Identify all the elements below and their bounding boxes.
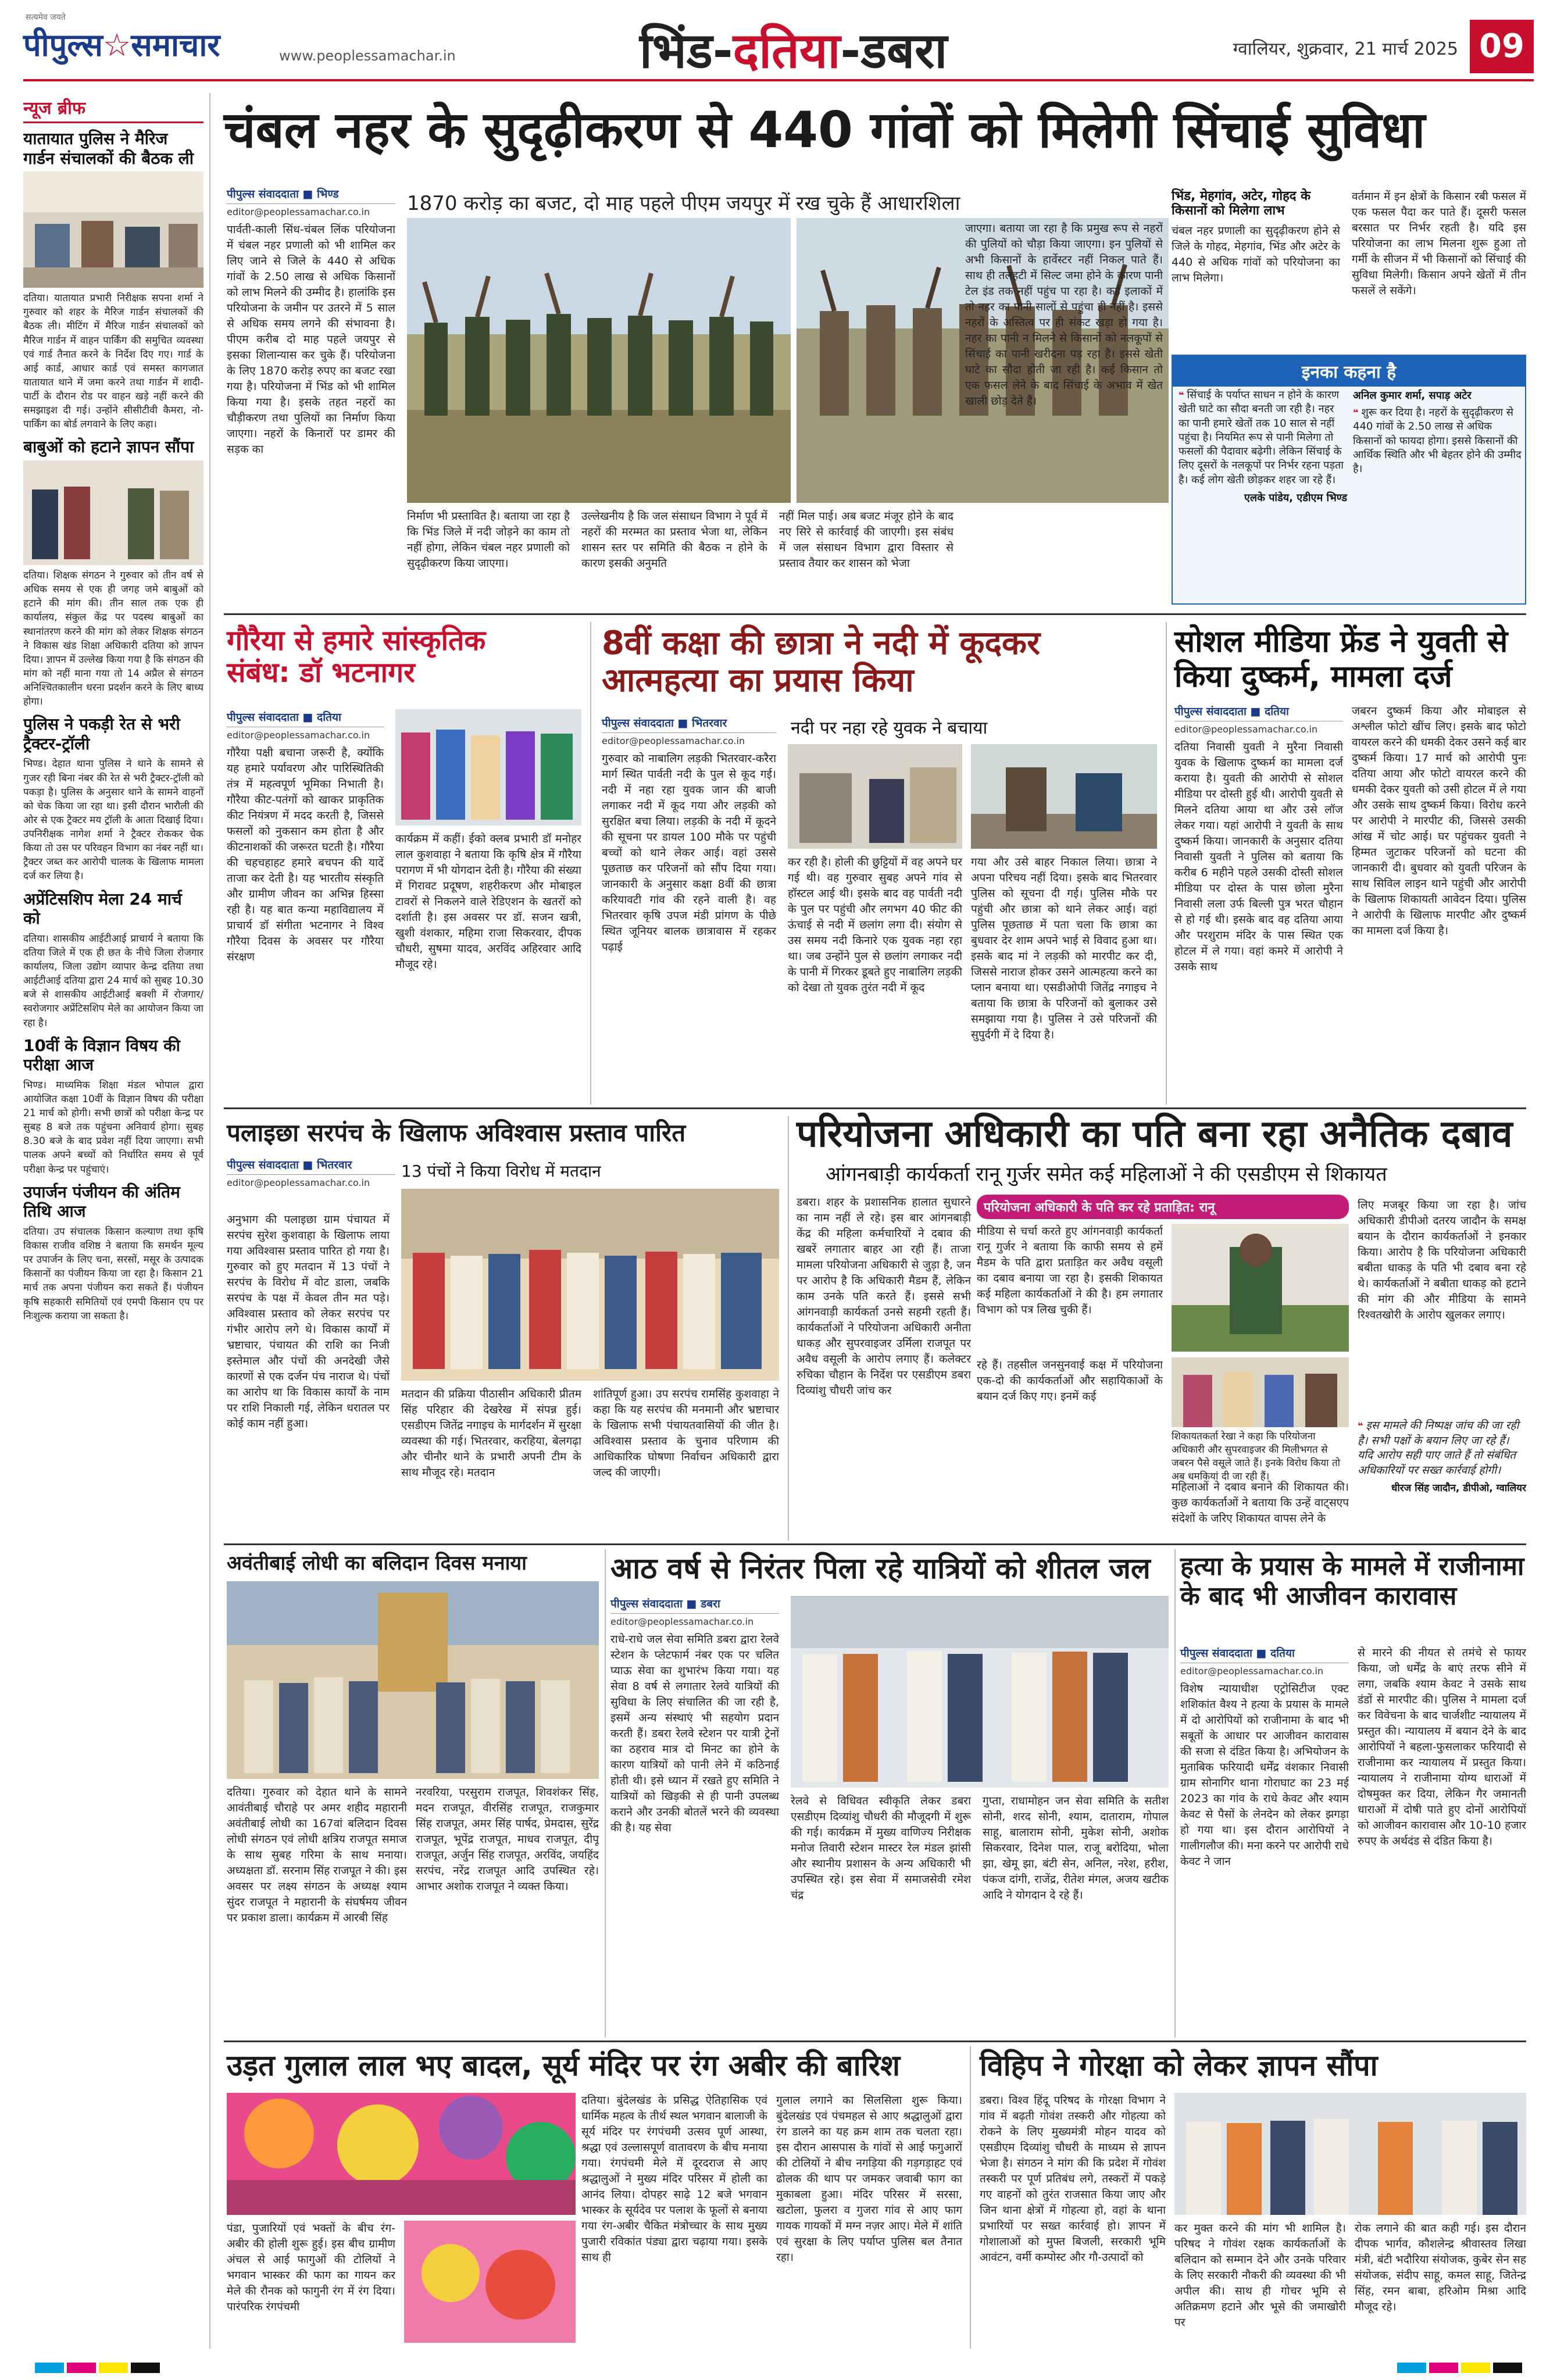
section-dabra: -डबरा (840, 22, 948, 79)
sparrow-body-2: कार्यक्रम में कहीं। ईको क्लब प्रभारी डॉ मनोहर लाल कुशवाहा ने बताया कि कृषि क्षेत्र में गौरैया परागण में भी योगदान देती है। गौरैया की संख्या में गिरावट प्रदूषण, शहरीकरण और मोबाइल टावरों से निकलने वाले रेडिएशन के खतरों को दर्शाती है। इस अवसर पर डॉ. सजन खत्री, खुशी वंशकार, महिमा राजा सिकरवार, दीपक चौधरी, सुषमा यादव, अरविंद अहिरवार आदि मौजूद रहे। (395, 832, 581, 971)
murder-byline-block (1180, 1645, 1349, 2007)
water-byline-block (610, 1596, 779, 1992)
section-title (640, 15, 947, 82)
quote-2: अनिल कुमार शर्मा, सपाड़ अटेर ❝ शुरू कर दिया है। नहरों के सुदृढ़ीकरण से 440 गांवों के 2.50 लाख से अधिक किसानों को फायदा होगा। इससे किसानों की आर्थिक स्थिति और भी बेहतर होने की उम्मीद है। (1353, 389, 1522, 476)
palaicha-subhead: 13 पंचों ने किया विरोध में मतदान (401, 1162, 601, 1181)
section-datia: दतिया (733, 22, 841, 79)
page-number: 09 (1470, 20, 1534, 73)
section-divider (224, 613, 1526, 615)
brief-body: भिण्ड। देहात थाना पुलिस ने थाने के सामने से गुजर रही बिना नंबर की रेत से भरी ट्रैक्टर-ट्रॉली को पकड़ा है। पुलिस के अनुसार थाने के सामने वाहनों को चेक किया जा रहा था। इसी दौरान भारौली की ओर से एक ट्रैक्टर मय ट्रॉली के आता दिखाई दिया। उपनिरीक्षक नागेश शर्मा ने ट्रैक्टर रोककर चेक किया तो उस पर परिवहन विभाग का नंबर नहीं था। ट्रैक्टर जब्त कर आरोपी चालक के खिलाफ मामला दर्ज कर लिया है। (23, 758, 203, 882)
side-body: चंबल नहर प्रणाली का सुदृढ़ीकरण होने से जिले के गोहद, मेहगांव, भिंड और अटेर के 440 से अधिक गांवों को परियोजना का लाभ मिलेगा। (1172, 224, 1340, 284)
column-divider (788, 1116, 789, 1541)
print-color-bar (35, 2363, 64, 2373)
palaicha-byline-block (227, 1157, 395, 1193)
quote-mark-icon: ❝ (1358, 1420, 1363, 1431)
brief-body: भिण्ड। माध्यमिक शिक्षा मंडल भोपाल द्वारा आयोजित कक्षा 10वीं के विज्ञान विषय की परीक्षा 21 मार्च को होगी। सभी छात्रों को परीक्षा केन्द्र पर सुबह 8 बजे तक पहुंचना अनिवार्य होगा। सुबह 8.30 बजे के बाद प्रवेश नहीं दिया जाएगा। सभी पालक अपने बच्चों को निर्धारित समय से पूर्व परीक्षा केन्द्र पर पहुंचाएं। (23, 1079, 203, 1175)
holi-col-1: दतिया। बुंदेलखंड के प्रसिद्ध ऐतिहासिक एवं धार्मिक महत्व के तीर्थ स्थल भगवान बालाजी के सूर्य मंदिर पर रंगपंचमी उत्सव पूर्ण आस्था, श्रद्धा एवं उल्लासपूर्ण वातावरण के बीच मनाया गया। रंगपंचमी मेले में दूरदराज से आए श्रद्धालुओं ने मुख्य मंदिर परिसर में होली का आनंद लिया। दोपहर साढ़े 12 बजे भगवान भास्कर के सूर्यदेव पर पलाश के फूलों से बनाया गया रंग-अबीर चैकित मंत्रोच्चार के साथ मुख्य पुजारी रविकांत पंड्या द्वारा चढ़ाया गया। इसके साथ ही (581, 2094, 767, 2264)
section-divider (224, 1543, 1526, 1545)
quote-mark-icon: ❝ (1179, 389, 1184, 401)
social-col-1: दतिया निवासी युवती ने मुरैना निवासी युवक के खिलाफ दुष्कर्म का मामला दर्ज कराया है। युवती की आरोपी से सोशल मीडिया पर दोस्ती हुई थी। आरोपी युवती से मिलने दतिया आया था और उसे लॉज लेकर गया। यहां आरोपी ने युवती के साथ दुष्कर्म किया। जानकारी के अनुसार दतिया निवासी युवती ने पुलिस को बताया कि करीब 6 महीने पहले उसकी दोस्ती सोशल मीडिया पर दोस्त के पास छोला मुरैना निवासी लला उर्फ बिल्ली पुत्र भरत चौहान से हो गई थी। इसके बाद वह दतिया आया और परशुराम मंदिर के पास स्थित एक होटल में ले गया। वहां कमरे में आरोपी ने उसके साथ (1174, 741, 1343, 973)
student-col-2: कर रही है। होली की छुट्टियों में वह अपने घर गई थी। वह गुरुवार सुबह अपने गांव से हॉस्टल आई थी। इसके बाद वह पार्वती नदी के पुल पर पहुंची और लगभग 40 फीट की ऊंचाई से नदी में छलांग लगा दी। संयोग से उस समय नदी किनारे एक युवक नहा रहा था। जब उन्होंने पुल से छलांग लगाकर नदी के पानी में गिरकर डूबते हुए नाबालिग लड़की को देखा तो युवक तुरंत नदी में कूद (788, 856, 962, 994)
palaicha-photo (401, 1189, 779, 1381)
masthead (23, 12, 1534, 81)
column-divider (970, 2046, 971, 2349)
lead-column-4: नहीं मिल पाई। अब बजट मंजूर होने के बाद नए सिरे से कार्रवाई की जाएगी। इस संबंध में जल संसाधन विभाग द्वारा विस्तार से प्रस्ताव तैयार कर शासन को भेजा (779, 510, 954, 570)
palaicha-col-3: शांतिपूर्ण हुआ। उप सरपंच रामसिंह कुशवाहा ने कहा कि यह सरपंच की मनमानी और भ्रष्टाचार के खिलाफ सभी पंचायतवासियों की जीत है। अविश्वास प्रस्ताव के चुनाव परिणाम की आधिकारिक घोषणा निर्वाचन अधिकारी द्वारा जल्द की जाएगी। (593, 1388, 779, 1479)
social-headline[interactable]: सोशल मीडिया फ्रेंड ने युवती से किया दुष्कर्म, मामला दर्ज (1174, 624, 1508, 694)
email[interactable]: editor@peoplessamachar.co.in (227, 730, 370, 741)
lead-column-3: उल्लेखनीय है कि जल संसाधन विभाग ने पूर्व में नहरों की मरम्मत का प्रस्ताव भेजा था, लेकिन शासन स्तर पर समिति की बैठक न होने के कारण इसकी अनुमति (581, 510, 767, 570)
vhp-col-1: डबरा। विश्व हिंदू परिषद के गोरक्षा विभाग ने गांव में बढ़ती गोवंश तस्करी और गोहत्या को रोकने के लिए मुख्यमंत्री मोहन यादव को एसडीएम दिव्यांशु चौधरी के माध्यम से ज्ञापन भेजा है। संगठन ने मांग की कि प्रदेश में गोवंश तस्करी पर पूर्ण प्रतिबंध लगे, तस्करों में पकड़े गए वाहनों को तुरंत राजसात किया जाए और जिन थाना क्षेत्रों में गोहत्या हो, वहां के थाना प्रभारियों पर सख्त कार्रवाई हो। ज्ञापन में गोशालाओं को मुफ्त बिजली, सरकारी भूमि आवंटन, वर्मी कम्पोस्ट और गौ-उत्पादों को (980, 2094, 1166, 2264)
officer-subhead: आंगनबाड़ी कार्यकर्ता रानू गुर्जर समेत कई महिलाओं ने की एसडीएम से शिकायत (826, 1163, 1387, 1186)
byline: पीपुल्स संवाददाता ■ दतिया (1180, 1645, 1349, 1663)
section-divider (224, 1107, 1526, 1109)
column-divider (590, 622, 591, 1105)
brief-body: दतिया। शिक्षक संगठन ने गुरुवार को तीन वर्ष से अधिक समय से एक ही जगह जमे बाबुओं को हटाने की मांग की। तीन साल तक एक ही कार्यालय, संकुल केंद्र पर पदस्थ बाबुओं का स्थानांतरण करने की मांग को लेकर शिक्षक संगठन ने विकास खंड शिक्षा अधिकारी दतिया को ज्ञापन दिया। ज्ञापन में उल्लेख किया गया है कि संगठन की मांग को नहीं माना गया तो 14 अप्रैल से संगठन अनिश्चितकालीन धरना प्रदर्शन करने के लिए बाध्य होगा। (23, 570, 203, 708)
murder-col-1: विशेष न्यायाधीश एट्रोसिटीज एक्ट शशिकांत वैश्य ने हत्या के प्रयास के मामले में दो आरोपियों को राजीनामा के बाद भी सबूतों के आधार पर आजीवन कारावास की सजा से दंडित किया है। अभियोजन के मुताबिक फरियादी धर्मेंद्र वंशकार निवासी ग्राम सोनागिर थाना गोराघाट का 23 मई 2023 का गांव के राधे केवट और श्याम केवट से पैसों के लेनदेन को लेकर झगड़ा हो गया था। इस दौरान आरोपियों ने गालीगलौज की। मना करने पर आरोपी राधे केवट ने जान (1180, 1682, 1349, 1868)
brief-headline[interactable]: उपार्जन पंजीयन की अंतिम तिथि आज (23, 1182, 180, 1221)
social-byline-block (1174, 703, 1343, 1094)
officer-photo-1 (1172, 1224, 1349, 1352)
print-color-bar (1461, 2363, 1490, 2373)
quote-mark-icon: ❝ (1353, 407, 1359, 418)
newspaper-logo[interactable] (23, 22, 220, 65)
officer-col-3: महिलाओं ने दबाव बनाने की शिकायत की। कुछ कार्यकर्ताओं ने बताया कि उन्हें वाट्सएप संदेशों के जरिए शिकायत वापस लेने के (1172, 1481, 1349, 1525)
student-subhead: नदी पर नहा रहे युवक ने बचाया (791, 718, 988, 738)
sparrow-photo (395, 709, 581, 826)
website-link[interactable]: www.peoplessamachar.in (279, 48, 456, 64)
brief-body: दतिया। उप संचालक किसान कल्याण तथा कृषि विकास राजीव वशिष्ठ ने बताया कि समर्थन मूल्य पर उपार्जन के लिए चना, सरसों, मसूर के उत्पादक किसानों का पंजीयन किया जा रहा है। किसान 21 मार्च तक अपना पंजीयन करा सकते हैं। पंजीयन कृषि सहकारी समितियों एवं एमपी किसान एप पर निःशुल्क कराया जा सकता है। (23, 1225, 203, 1322)
officer-photo-caption: शिकायतकर्ता रेखा ने कहा कि परियोजना अधिकारी और सुपरवाइजर की मिलीभगत से जबरन पैसे वसूले जाते हैं। इनके विरोध किया तो अब धमकियां दी जा रही हैं। (1172, 1431, 1341, 1482)
avantibai-photo (227, 1581, 599, 1779)
email[interactable]: editor@peoplessamachar.co.in (602, 735, 745, 746)
news-brief-label: न्यूज ब्रीफ (23, 93, 203, 123)
vhp-col-3: रोक लगाने की बात कही गई। इस दौरान दीपक भार्गव, कौशलेन्द्र श्रीवास्तव लिखा मंत्री, बंटी भदौरिया संयोजक, कुबेर सेन सह संयोजक, संदीप साहू, कमल साहू, जितेन्द्र सिंह, रमन बाबा, हरिओम मिश्रा आदि मौजूद रहे। (1355, 2222, 1526, 2313)
officer-col-1: डबरा। शहर के प्रशासनिक हालात सुधारने का नाम नहीं ले रहे। इस बार आंगनबाड़ी केंद्र की महिला कर्मचारियों ने दबाव की खबरें लगातार बाहर आ रही हैं। ताजा मामला परियोजना अधिकारी से जुड़ा है, जन पर आरोप है कि अधिकारी मैडम हैं, लेकिन काम उनके पति करते हैं। इससे सभी आंगनवाड़ी कार्यकर्ता उनसे सहमी रहती हैं। कार्यकर्ताओं ने परियोजना अधिकारी अनीता धाकड़ और सुपरवाइजर उर्मिला राजपूत पर अवैध वसूली के आरोप लगाए हैं। कलेक्टर रुचिका चौहान के निर्देश पर एसडीएम डबरा दिव्यांशु चौधरी जांच कर (797, 1196, 971, 1397)
column-divider (209, 93, 210, 2349)
quote-box (1172, 355, 1526, 605)
lead-subhead: 1870 करोड़ का बजट, दो माह पहले पीएम जयपुर में रख चुके हैं आधारशिला (407, 192, 960, 215)
avantibai-col-1: दतिया। गुरुवार को देहात थाने के सामने आवंतीबाई चौराहे पर अमर शहीद महारानी अवंतीबाई लोधी का 167वां बलिदान दिवस लोधी संगठन एवं लोधी क्षत्रिय राजपूत समाज के साथ सुबह गरिमा के साथ मनाया। अध्यक्षता डॉ. सरनाम सिंह राजपूत ने की। इस अवसर पर लक्ष्य संगठन के अध्यक्ष श्याम सुंदर राजपूत ने महारानी के संघर्षमय जीवन पर प्रकाश डाला। कार्यक्रम में आरबी सिंह (227, 1786, 407, 1924)
water-headline[interactable]: आठ वर्ष से निरंतर पिला रहे यात्रियों को शीतल जल (610, 1552, 1151, 1585)
sparrow-headline[interactable]: गौरैया से हमारे सांस्कृतिक संबंध: डॉ भटनागर (227, 624, 486, 689)
murder-col-2: से मारने की नीयत से तमंचे से फायर किया, जो धर्मेंद्र के बाएं तरफ सीने में लगा, जबकि श्याम केवट ने उसके साथ डंडों से मारपीट की। पुलिस ने मामला दर्ज कर विवेचना के बाद चार्जशीट न्यायालय में प्रस्तुत की। न्यायालय में बयान देने के बाद आरोपियों ने बहला-फुसलाकर फरियादी से राजीनामा कर न्यायालय में प्रस्तुत किया। न्यायालय ने राजीनामा योग्य धाराओं में दोषमुक्त कर दिया, लेकिन गैर जमानती धाराओं में दोषी पाते हुए दोनों आरोपियों को आजीवन कारावास और 10-10 हजार रुपए के अर्थदंड से दंडित किया है। (1358, 1646, 1526, 1847)
student-photo (788, 744, 962, 849)
quote-author: एलके पांडेय, एडीएम भिण्ड (1244, 492, 1347, 505)
officer-col-2-top: मीडिया से चर्चा करते हुए आंगनवाड़ी कार्यकर्ता रानू गुर्जर ने बताया कि काफी समय से हमें मैडम के पति द्वारा प्रताड़ित कर अवैध वसूली का दबाव बनाया जा रहा है। इसकी शिकायत कई महिला कार्यकर्ताओं ने की है। हम लगातार विभाग को पत्र लिख चुकी हैं। (977, 1225, 1163, 1316)
holi-col-2: पंडा, पुजारियों एवं भक्तों के बीच रंग-अबीर की होली शुरू हुई। इस बीच ग्रामीण अंचल से आई फागुओं की टोलियों ने भगवान भास्कर की फाग का गायन कर मेले की रौनक को फागुनी रंग में रंग दिया। पारंपरिक रंगपंचमी (227, 2222, 395, 2313)
quote-title: इनका कहना है (1173, 356, 1525, 387)
officer-photo-2 (1172, 1357, 1349, 1427)
officer-pullquote: ❝ इस मामले की निष्पक्ष जांच की जा रही है। सभी पक्षों के बयान लिए जा रहे हैं। यदि आरोप सही पाए जाते हैं तो संबंधित अधिकारियों पर सख्त कार्रवाई होगी। धीरज सिंह जादौन, डीपीओ, ग्वालियर (1358, 1419, 1526, 1494)
news-brief-column (23, 93, 203, 2349)
column-divider (1166, 622, 1167, 1105)
side-headline: भिंड, मेहगांव, अटेर, गोहद के किसानों को मिलेगा लाभ (1172, 189, 1311, 219)
officer-headline[interactable]: परियोजना अधिकारी का पति बना रहा अनैतिक दबाव (797, 1113, 1513, 1156)
section-bhind: भिंड- (640, 22, 733, 79)
logo-tagline: सत्यमेव जयते (26, 13, 66, 22)
brief-body: दतिया। शासकीय आईटीआई प्राचार्य ने बताया कि दतिया जिले में एक ही छत के नीचे जिला रोजगार कार्यालय, जिला उद्योग व्यापार केन्द्र दतिया तथा आईटीआई दतिया द्वारा 24 मार्च को सुबह 10.30 बजे से शासकीय आईटीआई बक्शी में रोजगार/स्वरोजगार अप्रेंटिसशिप मेले का आयोजन किया जा रहा है। (23, 932, 203, 1029)
lead-column-5: जाएगा। बताया जा रहा है कि प्रमुख रूप से नहरों की पुलियों को चौड़ा किया जाएगा। इन पुलियों से अभी किसानों के हार्वेस्टर नहीं निकल पाते हैं। साथ ही तलहटी में सिल्ट जमा होने के कारण पानी टेल इंड तक नहीं पहुंच पा रहा है। कई इलाकों में तो नहर का पानी सालों से पहुंचा ही नहीं है। इससे नहरों के अस्तित्व पर ही संकट खड़ा हो गया है। नहर का पानी न मिलने से किसानों को नलकूपों से सिंचाई का पानी खरीदना पड़ रहा है। इससे खेती घाटे का सौदा होती जा रही है। कई किसान तो एक फसल लेने के बाद सिंचाई के अभाव में खेत खाली छोड़ देते हैं। (965, 222, 1163, 408)
sparrow-byline-block (227, 709, 384, 1129)
brief-photo-traffic (23, 171, 203, 288)
quote-1: ❝ सिंचाई के पर्याप्त साधन न होने के कारण खेती घाटे का सौदा बनती जा रही है। नहर का पानी हमारे खेतों तक 10 साल से नहीं पहुंचा है। नियमित रूप से पानी मिलेगा तो फसलों की पैदावार बढ़ेगी। लेकिन सिंचाई के लिए दूसरों के नलकूपों पर निर्भर रहना पड़ता है। कई लोग खेती छोड़कर शहर जा रहे हैं। एलके पांडेय, एडीएम भिण्ड (1179, 389, 1347, 505)
brief-headline[interactable]: पुलिस ने पकड़ी रेत से भरी ट्रैक्टर-ट्रॉली (23, 714, 180, 753)
brief-headline[interactable]: बाबुओं को हटाने ज्ञापन सौंपा (23, 437, 194, 457)
column-divider (605, 1549, 606, 2038)
print-color-bar (1429, 2363, 1458, 2373)
lead-byline-block (227, 186, 395, 559)
byline: पीपुल्स संवाददाता ■ भितरवार (602, 715, 776, 733)
water-photo (791, 1596, 1169, 1788)
lead-side-box (1172, 189, 1340, 285)
water-col-3: गुप्ता, राधामोहन जन सेवा समिति के सतीश सोनी, शरद सोनी, श्याम, दाताराम, गोपाल साहू, बालाराम सोनी, मुकेश सोनी, अशोक सिकरवार, दिनेश पाल, राजू बरोदिया, भोला झा, खेमू झा, बंटी सेन, अनिल, नरेश, हरीश, पंकज दांगी, राजेंद्र, रीतेश मंगल, अजय खटीक आदि ने योगदान दे रहे हैं। (983, 1795, 1169, 1902)
email[interactable]: editor@peoplessamachar.co.in (1180, 1666, 1324, 1677)
logo-right: समाचार (131, 27, 220, 63)
brief-headline[interactable]: अप्रेंटिसशिप मेला 24 मार्च को (23, 889, 182, 928)
brief-headline[interactable]: 10वीं के विज्ञान विषय की परीक्षा आज (23, 1035, 180, 1075)
social-col-2: जबरन दुष्कर्म किया और मोबाइल से अश्लील फोटो खींच लिए। इसके बाद फोटो वायरल करने की धमकी देकर उसने कई बार दुष्कर्म किया। 17 मार्च को आरोपी पुनः दतिया आया और फोटो वायरल करने की धमकी देकर युवती को उसी होटल में ले गया और उसके साथ दुष्कर्म किया। विरोध करने पर आरोपी ने मारपीट की, जिससे उसकी आंख में चोट आई। घर पहुंचकर युवती ने हिम्मत जुटाकर परिजनों को घटना की जानकारी दी। बुधवार को युवती परिजन के साथ सिविल लाइन थाने पहुंची और आरोपी के खिलाफ शिकायती आवेदन दिया। पुलिस ने आरोपी के खिलाफ मारपीट और दुष्कर्म का मामला दर्ज किया है। (1352, 705, 1526, 937)
brief-headline[interactable]: यातायात पुलिस ने मैरिज गार्डन संचालकों की बैठक ली (23, 129, 194, 168)
lead-column-2: निर्माण भी प्रस्तावित है। बताया जा रहा है कि भिंड जिले में नदी जोड़ने का काम तो नहीं होगा, लेकिन चंबल नहर प्रणाली को सुदृढ़ीकरण किया जाएगा। (407, 510, 570, 570)
byline: पीपुल्स संवाददाता ■ भिण्ड (227, 186, 395, 204)
email[interactable]: editor@peoplessamachar.co.in (610, 1616, 754, 1627)
brief-photo-teachers (23, 460, 203, 565)
water-col-2: रेलवे से विधिवत स्वीकृति लेकर डबरा एसडीएम दिव्यांशु चौधरी की मौजूदगी में शुरू की गई। कार्यक्रम में मुख्य वाणिज्य निरीक्षक मनोज तिवारी स्टेशन मास्टर रेल मंडल झांसी और स्थानीय प्रशासन के अन्य अधिकारी भी उपस्थित रहे। इस सेवा में समाजसेवी रमेश चंद्र (791, 1795, 971, 1902)
holi-photo-2 (404, 2221, 576, 2343)
lead-photo-farmers (407, 218, 791, 503)
quote-author: अनिल कुमार शर्मा, सपाड़ अटेर (1353, 389, 1472, 402)
lead-column-1: पार्वती-काली सिंध-चंबल लिंक परियोजना में चंबल नहर प्रणाली को भी शामिल कर लिए जाने से जिले के 440 से अधिक गांवों के 2.50 लाख से अधिक किसानों को लाभ मिलने की उम्मीद है। हालांकि इस परियोजना के जमीन पर उतरने में 5 साल से अधिक समय लगने की संभावना है। पीएम करीब दो माह पहले जयपुर से इसका शिलान्यास कर चुके हैं। परियोजना के लिए 1870 करोड़ रुपए का बजट रखा गया है। परियोजना में भिंड को भी शामिल किया गया है। इसके तहत नहरों का चौड़ीकरण तथा पुलियों का निर्माण किया जाएगा। नहरों के किनारों पर डामर की सड़क का (227, 223, 395, 456)
student-headline[interactable]: 8वीं कक्षा की छात्रा ने नदी में कूदकर आत्महत्या का प्रयास किया (602, 624, 1040, 700)
holi-headline[interactable]: उड़त गुलाल लाल भए बादल, सूर्य मंदिर पर रंग अबीर की बारिश (227, 2049, 901, 2082)
email[interactable]: editor@peoplessamachar.co.in (1174, 724, 1318, 735)
brief-body: दतिया। यातायात प्रभारी निरीक्षक सपना शर्मा ने गुरुवार को शहर के मैरिज गार्डन संचालकों की बैठक ली। मीटिंग में मैरिज गार्डन संचालकों को मैरिज गार्डन में वाहन पार्किंग की समुचित व्यवस्था एवं गार्ड तैनात करने के निर्देश दिए गए। गार्ड के आई कार्ड, आधार कार्ड एवं समस्त कागजात यातायात थाने में जमा करने तथा गार्डन में शादी-पार्टी के दौरान रोड पर वाहन खड़े नहीं करने की समझाइश दी गई। उन्होंने सीसीटीवी कैमरा, नो-पार्किंग का बोर्ड लगवाने के लिए कहा। (23, 292, 203, 431)
dateline: ग्वालियर, शुक्रवार, 21 मार्च 2025 (1233, 39, 1458, 59)
email[interactable]: editor@peoplessamachar.co.in (227, 1177, 370, 1188)
student-byline-block (602, 715, 776, 1100)
star-icon: ☆ (102, 27, 131, 63)
print-color-bar (1397, 2363, 1426, 2373)
logo-left: पीपुल्स (23, 27, 103, 63)
print-color-bar (1493, 2363, 1522, 2373)
print-color-bar (67, 2363, 96, 2373)
vhp-headline[interactable]: विहिप ने गोरक्षा को लेकर ज्ञापन सौंपा (980, 2049, 1378, 2082)
holi-col-4: गुलाल लगाने का सिलसिला शुरू किया। बुंदेलखंड एवं पंचमहल से आए श्रद्धालुओं द्वारा रंग डालने का यह क्रम शाम तक चलता रहा। इस दौरान आसपास के गांवों से आई फगुआरों की टोलियों ने बीच नगड़िया की गड़गड़ाहट एवं ढोलक की थाप पर जमकर जवाबी फाग का मुकाबला हुआ। मंदिर परिसर में सरसा, खटोला, फुलरा व गुजरा गांव से आए फाग गायक गायकों में मग्न नज़र आए। मेले में शांति एवं सुरक्षा के लिए पर्याप्त पुलिस बल तैनात रहा। (776, 2094, 962, 2264)
byline: पीपुल्स संवाददाता ■ भितरवार (227, 1157, 395, 1175)
lead-headline[interactable]: चंबल नहर के सुदृढ़ीकरण से 440 गांवों को मिलेगी सिंचाई सुविधा (224, 101, 1426, 159)
murder-headline[interactable]: हत्या के प्रयास के मामले में राजीनामा के बाद भी आजीवन कारावास (1180, 1552, 1524, 1611)
officer-col-4: लिए मजबूर किया जा रहा है। जांच अधिकारी डीपीओ दतरय जादौन के समक्ष बयान के दौरान कार्यकर्ताओं ने इनकार किया। आरोप है कि परियोजना अधिकारी बबीता धाकड़ के पति भी दबाव बना रहे थे। कार्यकर्ताओं ने बबीता धाकड़ को हटाने की मांग की और मीडिया के सामने रिश्वतखोरी के आरोप खुलकर लगाए। (1358, 1199, 1526, 1321)
quote-author: धीरज सिंह जादौन, डीपीओ, ग्वालियर (1391, 1482, 1526, 1494)
byline: पीपुल्स संवाददाता ■ डबरा (610, 1596, 779, 1614)
student-photo-2 (971, 744, 1157, 849)
column-divider (1174, 1549, 1176, 2038)
byline: पीपुल्स संवाददाता ■ दतिया (227, 709, 384, 727)
byline: पीपुल्स संवाददाता ■ दतिया (1174, 703, 1343, 721)
lead-right-body: वर्तमान में इन क्षेत्रों के किसान रबी फसल में एक फसल पैदा कर पाते हैं। दूसरी फसल बरसात पर निर्भर रहती है। यदि इस परियोजना का लाभ मिलना शुरू हुआ तो गर्मी के सीजन में भी किसानों को सिंचाई की सुविधा मिलेगी। किसान अपने खेतों में तीन फसलें ले सकेंगे। (1352, 190, 1526, 297)
student-col-1: गुरुवार को नाबालिग लड़की भितरवार-करैरा मार्ग स्थित पार्वती नदी के पुल से कूद गई। नदी में नहा रहा युवक जान की बाजी लगाकर नदी में कूद गया और लड़की को सुरक्षित बचा लिया। लड़की के नदी में कूदने की सूचना पर डायल 100 मौके पर पहुंची बच्चों को थाने लेकर आई। वहां उससे पूछताछ कर परिजनों को सौंप दिया गया। जानकारी के अनुसार कक्षा 8वीं की छात्रा करियावटी गांव की रहने वाली है। वह भितरवार कृषि उपज मंडी प्रांगण के पीछे स्थित जूनियर बालक छात्रावास में रहकर पढ़ाई (602, 752, 776, 953)
officer-col-2-bottom: रहे हैं। तहसील जनसुनवाई कक्ष में परियोजना एक-दो की कार्यकर्ताओं और सहायिकाओं के बयान दर्ज किए गए। इनमें कई (977, 1359, 1163, 1403)
water-col-1: राधे-राधे जल सेवा समिति डबरा द्वारा रेलवे स्टेशन के प्लेटफार्म नंबर एक पर चलित प्याऊ सेवा का शुभारंभ किया गया। यह सेवा 8 वर्ष से लगातार रेलवे यात्रियों की सुविधा के लिए संचालित की जा रही है, इसमें अन्य संस्थाएं भी सहयोग प्रदान करती हैं। डबरा रेलवे स्टेशन पर यात्री ट्रेनों का ठहराव मात्र दो मिनट का होने के कारण यात्रियों को पानी लेने में कठिनाई होती थी। इसे ध्यान में रखते हुए समिति ने यात्रियों को खिड़की से ही पानी उपलब्ध कराने और उनकी बोतलें भरने की व्यवस्था की है। यह सेवा (610, 1633, 779, 1834)
palaicha-caption: मतदान की प्रक्रिया पीठासीन अधिकारी प्रीतम सिंह परिहार की देखरेख में संपन्न हुई। एसडीएम जितेंद्र नगाइच के मार्गदर्शन में सुरक्षा व्यवस्था की गई। भितरवार, करहिया, बेलगढ़ा और चीनौर थाने के प्रभारी अपनी टीम के साथ मौजूद रहे। मतदान (401, 1388, 581, 1479)
student-col-3: गया और उसे बाहर निकाल लिया। छात्रा ने अपना परिचय नहीं दिया। इसके बाद भितरवार पुलिस को सूचना दी गई। पुलिस मौके पर पहुंची और छात्रा को थाने लेकर आई। वहां पुलिस पूछताछ में पता चला कि छात्रा का बुधवार देर शाम अपने भाई से विवाद हुआ था। इसके बाद मां ने लड़की को मारपीट कर दी, जिससे नाराज होकर उसने आत्महत्या करने का प्लान बनाया था। एसडीओपी जितेंद्र नगाइच ने बताया कि छात्रा के परिजनों को बुलाकर उसे समझाया गया है। पुलिस ने उसे परिजनों की सुपुर्दगी में दे दिया है। (971, 856, 1157, 1041)
avantibai-headline[interactable]: अवंतीबाई लोधी का बलिदान दिवस मनाया (227, 1552, 527, 1575)
avantibai-col-2: नरवरिया, परसुराम राजपूत, शिवशंकर सिंह, मदन राजपूत, वीरसिंह राजपूत, राजकुमार सिंह राजपूत, अमर सिंह पार्षद, प्रेमदास, सुरेंद्र राजपूत, भूपेंद्र राजपूत, माधव राजपूत, दीपू राजपूत, अर्जुन सिंह राजपूत, अरविंद, जयहिंद सरपंच, नरेंद्र राजपूत आदि उपस्थित रहे। आभार अशोक राजपूत ने व्यक्त किया। (416, 1786, 599, 1893)
officer-strip: परियोजना अधिकारी के पति कर रहे प्रताड़ित: रानू (977, 1195, 1349, 1219)
palaicha-headline[interactable]: पलाइछा सरपंच के खिलाफ अविश्वास प्रस्ताव पारित (227, 1118, 686, 1147)
holi-photo (227, 2093, 576, 2215)
sparrow-body: गौरैया पक्षी बचाना जरूरी है, क्योंकि यह हमारे पर्यावरण और पारिस्थितिकी तंत्र में महत्वपूर्ण भूमिका निभाती है। गौरैया कीट-पतंगों को खाकर प्राकृतिक कीट नियंत्रण में मदद करती है, जिससे फसलों को नुकसान कम होता है और कीटनाशकों की जरूरत घटती है। गौरैया की चहचहाहट हमारे बचपन की यादें ताजा कर देती है। यह भारतीय संस्कृति और ग्रामीण जीवन का अभिन्न हिस्सा रही है। यह बात कन्या महाविद्यालय में प्राचार्य डॉ संगीता भटनागर ने विश्व गौरैया दिवस के अवसर पर गौरैया संरक्षण (227, 746, 384, 963)
email[interactable]: editor@peoplessamachar.co.in (227, 206, 370, 217)
print-color-bar (99, 2363, 128, 2373)
palaicha-col-1: अनुभाग की पलाइछा ग्राम पंचायत में सरपंच सुरेश कुशवाहा के खिलाफ लाया गया अविश्वास प्रस्ताव पारित हो गया है। गुरुवार को हुए मतदान में 13 पंचों ने सरपंच के विरोध में वोट डाला, जबकि सरपंच के पक्ष में केवल तीन मत पड़े। अविश्वास प्रस्ताव को लेकर सरपंच पर गंभीर आरोप लगे थे। विकास कार्यों में भ्रष्टाचार, पंचायत की राशि का निजी इस्तेमाल और पंचों की अनदेखी जैसे कारणों से एक दर्जन पंच नाराज थे। पंचों का आरोप था कि विकास कार्यों के नाम पर राशि निकाली गई, लेकिन धरातल पर कोई काम नहीं हुआ। (227, 1213, 390, 1430)
vhp-photo (1174, 2093, 1526, 2215)
vhp-col-2: कर मुक्त करने की मांग भी शामिल है। परिषद ने गोवंश रक्षक कार्यकर्ताओं के बलिदान को सम्मान देने और उनके परिवार के लिए सरकारी नौकरी की व्यवस्था की भी अपील की। साथ ही गोचर भूमि से अतिक्रमण हटाने और भूसे की जमाखोरी पर (1174, 2222, 1346, 2329)
section-divider (224, 2040, 1526, 2042)
print-color-bar (131, 2363, 160, 2373)
